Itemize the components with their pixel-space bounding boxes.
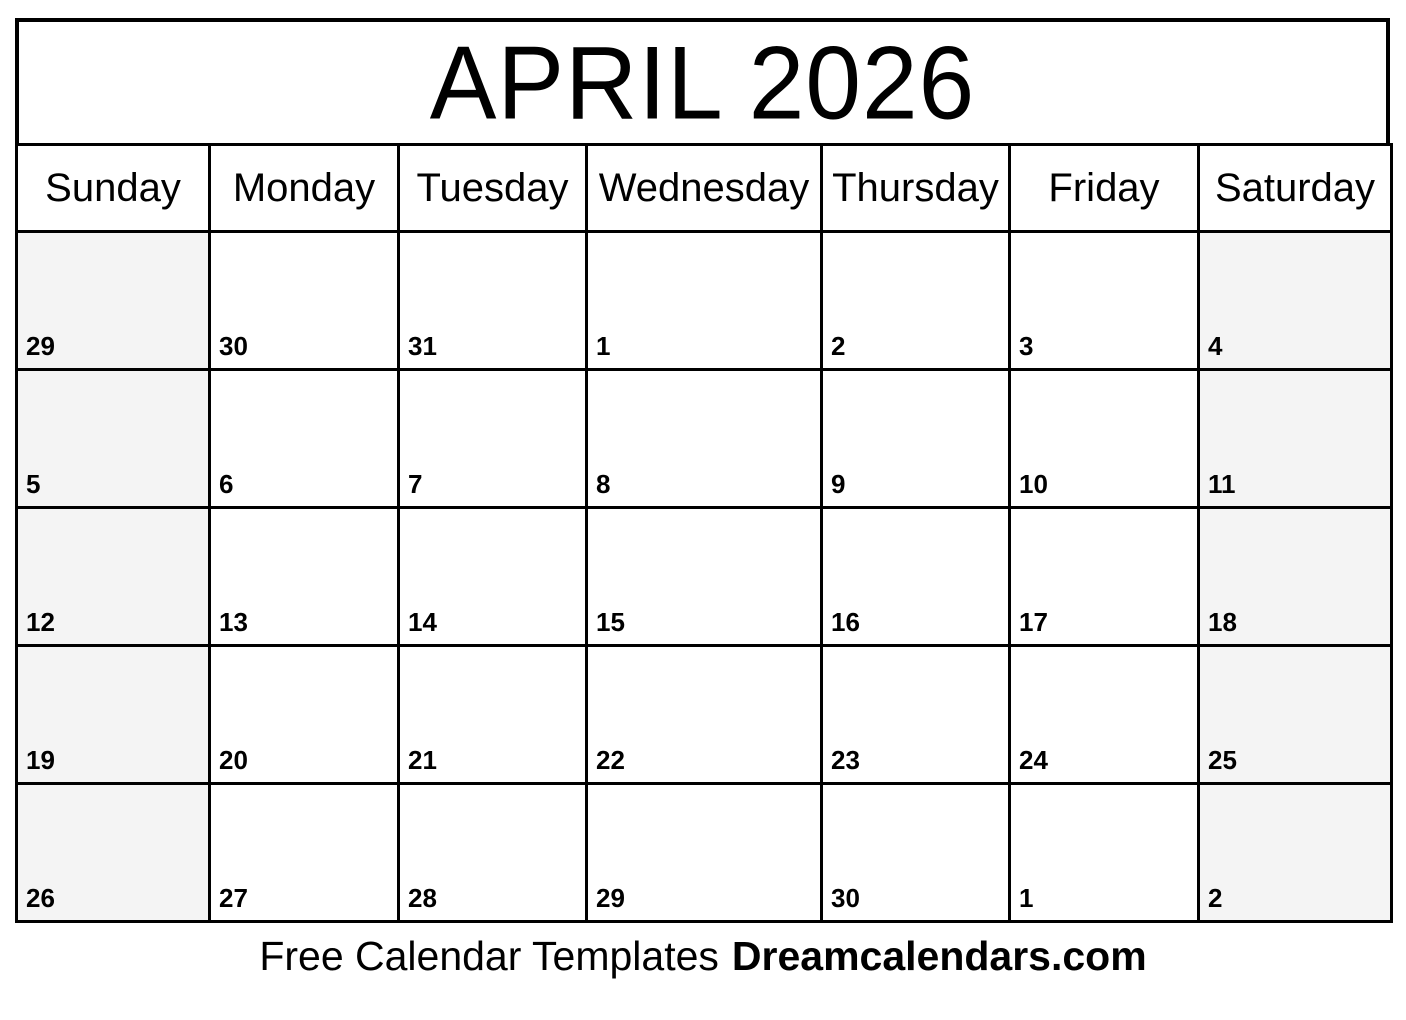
day-cell: 1 (1010, 784, 1199, 922)
day-cell: 17 (1010, 508, 1199, 646)
day-cell: 9 (822, 370, 1010, 508)
day-cell: 26 (17, 784, 210, 922)
day-cell: 21 (399, 646, 587, 784)
weekday-header-monday: Monday (210, 145, 399, 232)
day-cell: 2 (1199, 784, 1392, 922)
day-cell: 19 (17, 646, 210, 784)
day-cell: 25 (1199, 646, 1392, 784)
day-cell: 12 (17, 508, 210, 646)
weekday-header-thursday: Thursday (822, 145, 1010, 232)
day-cell: 18 (1199, 508, 1392, 646)
day-cell: 3 (1010, 232, 1199, 370)
week-row (17, 646, 1392, 784)
day-cell: 13 (210, 508, 399, 646)
day-cell: 11 (1199, 370, 1392, 508)
day-cell: 24 (1010, 646, 1199, 784)
calendar-grid (15, 143, 1393, 923)
weekday-header-saturday: Saturday (1199, 145, 1392, 232)
day-cell: 30 (210, 232, 399, 370)
day-cell: 2 (822, 232, 1010, 370)
weekday-header-tuesday: Tuesday (399, 145, 587, 232)
day-cell: 30 (822, 784, 1010, 922)
month-title-banner (15, 18, 1390, 143)
footer-brand: Dreamcalendars.com (731, 932, 1147, 979)
day-cell: 8 (587, 370, 822, 508)
week-row (17, 232, 1392, 370)
day-cell: 5 (17, 370, 210, 508)
weekday-header-sunday: Sunday (17, 145, 210, 232)
day-cell: 14 (399, 508, 587, 646)
day-cell: 4 (1199, 232, 1392, 370)
day-cell: 15 (587, 508, 822, 646)
week-row (17, 508, 1392, 646)
day-cell: 10 (1010, 370, 1199, 508)
day-cell: 6 (210, 370, 399, 508)
day-cell: 23 (822, 646, 1010, 784)
month-title: APRIL 2026 (429, 24, 976, 141)
day-cell: 20 (210, 646, 399, 784)
weekday-header-friday: Friday (1010, 145, 1199, 232)
day-cell: 29 (17, 232, 210, 370)
day-cell: 28 (399, 784, 587, 922)
weekday-header-wednesday: Wednesday (587, 145, 822, 232)
day-cell: 27 (210, 784, 399, 922)
week-row (17, 370, 1392, 508)
weekday-header-row (17, 145, 1392, 232)
day-cell: 22 (587, 646, 822, 784)
day-cell: 29 (587, 784, 822, 922)
footer (0, 926, 1406, 986)
footer-tagline: Free Calendar Templates (259, 932, 719, 979)
day-cell: 16 (822, 508, 1010, 646)
day-cell: 1 (587, 232, 822, 370)
day-cell: 31 (399, 232, 587, 370)
day-cell: 7 (399, 370, 587, 508)
week-row (17, 784, 1392, 922)
